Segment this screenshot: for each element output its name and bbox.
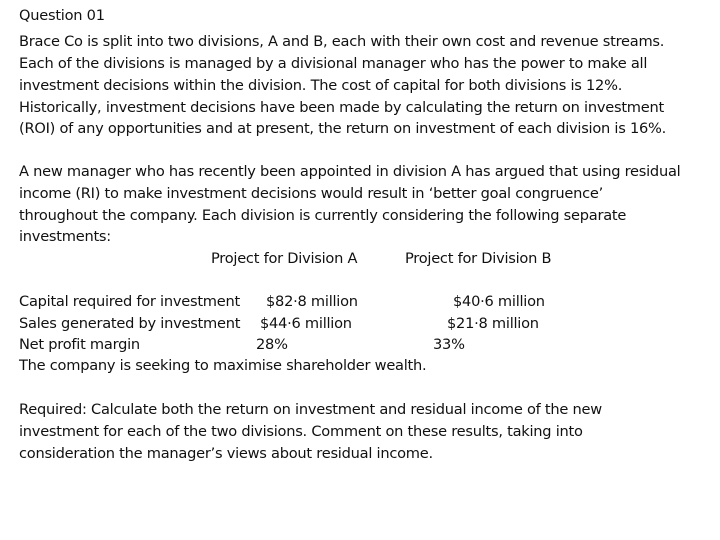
paragraph-line: (ROI) of any opportunities and at present, the return on investment of each division is 16%.: [19, 120, 667, 137]
cell-margin-a: 28%: [256, 336, 288, 353]
required-line: Required: Calculate both the return on investment and residual income of the new: [19, 401, 602, 418]
paragraph-line: throughout the company. Each division is currently considering the following separate: [19, 207, 627, 224]
cell-capital-b: $40·6 million: [453, 293, 545, 310]
paragraph-line: income (RI) to make investment decisions would result in ‘better goal congruence’: [19, 185, 604, 202]
paragraph-line: Each of the divisions is managed by a divisional manager who has the power to make all: [19, 55, 648, 72]
row-label-margin: Net profit margin: [19, 336, 140, 353]
paragraph-line: Historically, investment decisions have been made by calculating the return on investment: [19, 99, 664, 116]
cell-capital-a: $82·8 million: [266, 293, 358, 310]
cell-sales-b: $21·8 million: [447, 315, 539, 332]
paragraph-line: investments:: [19, 228, 111, 245]
paragraph-line: Brace Co is split into two divisions, A and B, each with their own cost and revenue streams.: [19, 33, 665, 50]
column-header-division-b: Project for Division B: [405, 250, 552, 267]
required-line: consideration the manager’s views about residual income.: [19, 445, 433, 462]
objective-statement: The company is seeking to maximise shareholder wealth.: [19, 357, 427, 374]
question-title: Question 01: [19, 7, 105, 24]
row-label-sales: Sales generated by investment: [19, 315, 241, 332]
paragraph-line: A new manager who has recently been appointed in division A has argued that using residual: [19, 163, 681, 180]
column-header-division-a: Project for Division A: [211, 250, 358, 267]
cell-margin-b: 33%: [433, 336, 465, 353]
cell-sales-a: $44·6 million: [260, 315, 352, 332]
row-label-capital: Capital required for investment: [19, 293, 240, 310]
paragraph-line: investment decisions within the division. The cost of capital for both divisions is 12%.: [19, 77, 623, 94]
required-line: investment for each of the two divisions. Comment on these results, taking into: [19, 423, 583, 440]
